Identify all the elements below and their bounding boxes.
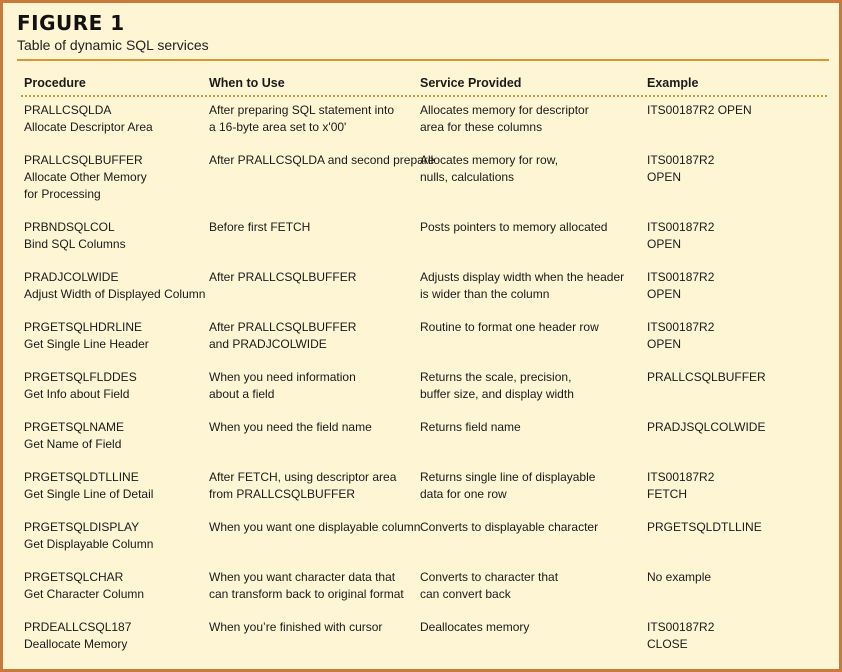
table-row (21, 152, 829, 219)
cell-line: After PRALLCSQLDA and second prepare (209, 153, 435, 167)
cell-example (647, 519, 762, 536)
cell-line: Converts to displayable character (420, 520, 599, 534)
cell-line: OPEN (647, 237, 682, 251)
cell-line: PRALLCSQLBUFFER (647, 370, 766, 384)
cell-line: Allocate Other Memory (24, 170, 147, 184)
cell-line: Allocate Descriptor Area (24, 120, 153, 134)
cell-when-to-use (209, 569, 404, 603)
cell-when-to-use (209, 219, 310, 236)
cell-line: Returns the scale, precision, (420, 370, 572, 384)
cell-line: FETCH (647, 487, 687, 501)
figure-subtitle: Table of dynamic SQL services (17, 37, 209, 53)
table-row (21, 519, 829, 569)
cell-service-provided (420, 469, 595, 503)
cell-line: CLOSE (647, 637, 688, 651)
cell-line: can convert back (420, 587, 511, 601)
cell-example (647, 152, 714, 186)
cell-line: ITS00187R2 (647, 270, 715, 284)
cell-service-provided (420, 319, 599, 336)
cell-line: After FETCH, using descriptor area (209, 470, 397, 484)
cell-line: from PRALLCSQLBUFFER (209, 487, 356, 501)
table-body (21, 102, 829, 669)
cell-line: PRALLCSQLDA (24, 103, 112, 117)
cell-procedure (24, 519, 153, 553)
cell-service-provided (420, 619, 529, 636)
cell-line: can transform back to original format (209, 587, 404, 601)
cell-line: Deallocate Memory (24, 637, 128, 651)
cell-procedure (24, 152, 147, 203)
cell-line: nulls, calculations (420, 170, 515, 184)
cell-line: PRGETSQLCHAR (24, 570, 124, 584)
cell-line: area for these columns (420, 120, 543, 134)
cell-line: is wider than the column (420, 287, 550, 301)
cell-procedure (24, 569, 144, 603)
cell-line: Routine to format one header row (420, 320, 599, 334)
cell-line: After preparing SQL statement into (209, 103, 394, 117)
cell-line: Returns field name (420, 420, 521, 434)
table-row (21, 269, 829, 319)
cell-example (647, 369, 766, 386)
table-row (21, 319, 829, 369)
cell-line: Get Character Column (24, 587, 145, 601)
title-divider (17, 59, 829, 61)
table-header (21, 76, 829, 96)
cell-example (647, 569, 711, 586)
table-row (21, 219, 829, 269)
cell-line: PRGETSQLDISPLAY (24, 520, 140, 534)
cell-when-to-use (209, 102, 394, 136)
cell-line: PRBNDSQLCOL (24, 220, 115, 234)
cell-when-to-use (209, 419, 372, 436)
cell-service-provided (420, 419, 521, 436)
cell-line: Converts to character that (420, 570, 559, 584)
cell-when-to-use (209, 619, 382, 636)
cell-line: Posts pointers to memory allocated (420, 220, 608, 234)
table-row (21, 369, 829, 419)
cell-line: PRDEALLCSQL187 (24, 620, 132, 634)
cell-service-provided (420, 102, 589, 136)
cell-service-provided (420, 219, 607, 236)
header-divider (21, 95, 827, 97)
cell-procedure (24, 319, 149, 353)
cell-line: PRADJSQLCOLWIDE (647, 420, 766, 434)
cell-line: When you want one displayable column (209, 520, 421, 534)
cell-line: PRALLCSQLBUFFER (24, 153, 143, 167)
cell-when-to-use (209, 319, 356, 353)
header-service-provided: Service Provided (420, 76, 522, 90)
table-row (21, 419, 829, 469)
cell-line: PRGETSQLHDRLINE (24, 320, 143, 334)
cell-line: and PRADJCOLWIDE (209, 337, 327, 351)
cell-line: Deallocates memory (420, 620, 530, 634)
cell-procedure (24, 469, 153, 503)
cell-line: data for one row (420, 487, 507, 501)
cell-procedure (24, 269, 205, 303)
cell-procedure (24, 419, 124, 453)
cell-line: a 16-byte area set to x'00' (209, 120, 347, 134)
cell-example (647, 469, 714, 503)
cell-line: PRGETSQLFLDDES (24, 370, 137, 384)
cell-line: about a field (209, 387, 275, 401)
cell-line: ITS00187R2 (647, 470, 715, 484)
cell-procedure (24, 369, 137, 403)
cell-line: Before first FETCH (209, 220, 311, 234)
cell-line: No example (647, 570, 712, 584)
cell-line: for Processing (24, 187, 101, 201)
cell-example (647, 319, 714, 353)
cell-when-to-use (209, 469, 396, 503)
table-row (21, 469, 829, 519)
cell-line: ITS00187R2 OPEN (647, 103, 752, 117)
cell-line: OPEN (647, 170, 682, 184)
cell-line: When you’re finished with cursor (209, 620, 383, 634)
table-row (21, 619, 829, 669)
header-procedure: Procedure (24, 76, 86, 90)
figure-title: FIGURE 1 (17, 11, 125, 35)
cell-when-to-use (209, 369, 356, 403)
cell-line: When you need the field name (209, 420, 372, 434)
cell-line: PRGETSQLDTLLINE (24, 470, 139, 484)
cell-line: OPEN (647, 287, 682, 301)
cell-procedure (24, 102, 153, 136)
cell-line: Allocates memory for descriptor (420, 103, 589, 117)
cell-line: After PRALLCSQLBUFFER (209, 320, 357, 334)
cell-example (647, 619, 714, 653)
table-row (21, 102, 829, 152)
cell-example (647, 419, 765, 436)
cell-example (647, 102, 752, 119)
cell-line: PRGETSQLDTLLINE (647, 520, 762, 534)
cell-service-provided (420, 269, 624, 303)
cell-line: ITS00187R2 (647, 220, 715, 234)
cell-example (647, 219, 714, 253)
cell-when-to-use (209, 269, 356, 286)
cell-service-provided (420, 569, 558, 603)
cell-line: When you need information (209, 370, 356, 384)
header-when-to-use: When to Use (209, 76, 285, 90)
cell-line: Allocates memory for row, (420, 153, 559, 167)
cell-when-to-use (209, 519, 420, 536)
header-example: Example (647, 76, 699, 90)
cell-when-to-use (209, 152, 434, 169)
cell-service-provided (420, 369, 574, 403)
cell-line: Get Single Line of Detail (24, 487, 154, 501)
cell-line: ITS00187R2 (647, 320, 715, 334)
cell-line: When you want character data that (209, 570, 396, 584)
cell-procedure (24, 619, 131, 653)
cell-procedure (24, 219, 126, 253)
cell-line: buffer size, and display width (420, 387, 574, 401)
cell-line: Bind SQL Columns (24, 237, 126, 251)
cell-service-provided (420, 519, 598, 536)
cell-line: Get Name of Field (24, 437, 122, 451)
cell-line: ITS00187R2 (647, 153, 715, 167)
cell-line: PRGETSQLNAME (24, 420, 125, 434)
cell-line: OPEN (647, 337, 682, 351)
cell-line: Adjust Width of Displayed Column (24, 287, 206, 301)
table-row (21, 569, 829, 619)
cell-line: Get Displayable Column (24, 537, 154, 551)
cell-line: Get Single Line Header (24, 337, 149, 351)
cell-line: ITS00187R2 (647, 620, 715, 634)
cell-line: PRADJCOLWIDE (24, 270, 119, 284)
cell-line: Adjusts display width when the header (420, 270, 625, 284)
cell-line: Get Info about Field (24, 387, 130, 401)
cell-service-provided (420, 152, 558, 186)
cell-line: Returns single line of displayable (420, 470, 596, 484)
cell-example (647, 269, 714, 303)
cell-line: After PRALLCSQLBUFFER (209, 270, 357, 284)
